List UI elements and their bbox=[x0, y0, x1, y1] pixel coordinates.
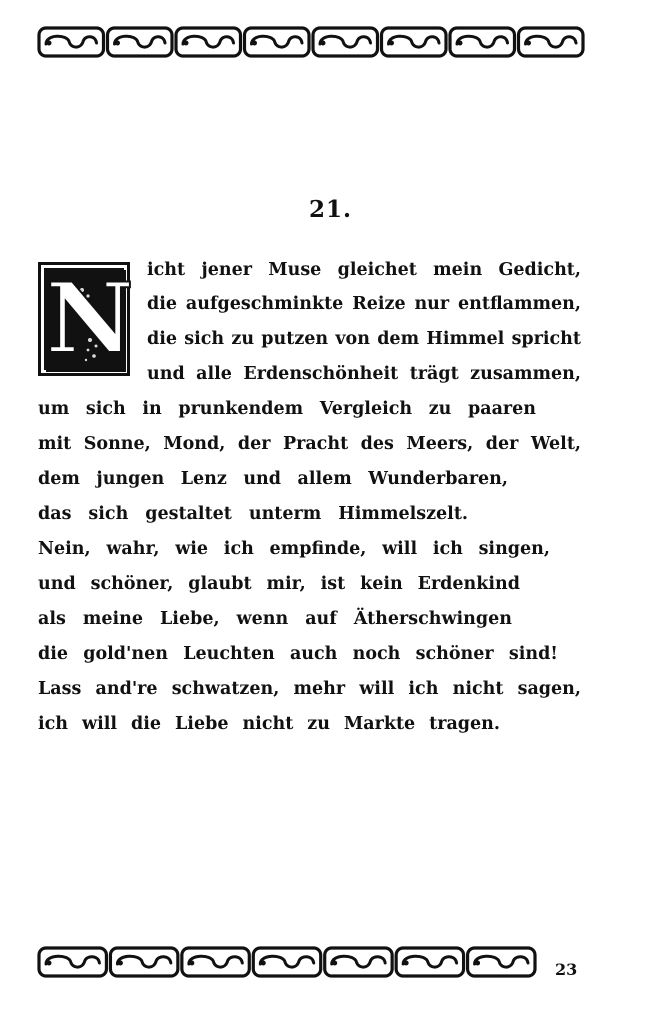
poem-line-11: als meine Liebe, wenn auf Ätherschwingen bbox=[38, 609, 512, 629]
bottom-ornamental-border bbox=[37, 944, 537, 980]
poem-line-9: Nein, wahr, wie ich empfinde, will ich singen, bbox=[38, 539, 550, 559]
drop-cap-initial bbox=[38, 262, 134, 376]
border-scroll-ornament bbox=[396, 948, 463, 976]
poem-line-5: um sich in prunkendem Vergleich zu paaren bbox=[38, 399, 536, 419]
poem-line-7: dem jungen Lenz und allem Wunderbaren, bbox=[38, 469, 508, 489]
border-scroll-ornament bbox=[253, 948, 320, 976]
poem-line-4: und alle Erdenschönheit trägt zusammen, bbox=[147, 364, 581, 384]
border-scroll-ornament bbox=[39, 28, 104, 56]
poem-line-1: icht jener Muse gleichet mein Gedicht, bbox=[147, 260, 581, 280]
poem-line-3: die sich zu putzen von dem Himmel spricht bbox=[147, 329, 581, 349]
border-scroll-ornament bbox=[39, 948, 106, 976]
border-scroll-ornament bbox=[176, 28, 241, 56]
poem-line-13: Lass and're schwatzen, mehr will ich nicht sagen, bbox=[38, 679, 581, 699]
border-scroll-ornament bbox=[182, 948, 249, 976]
poem-line-8: das sich gestaltet unterm Himmelszelt. bbox=[38, 504, 468, 524]
top-ornamental-border bbox=[37, 24, 585, 60]
border-scroll-ornament bbox=[313, 28, 378, 56]
poem-number: 21. bbox=[308, 196, 352, 223]
poem-line-12: die gold'nen Leuchten auch noch schöner sind! bbox=[38, 644, 558, 664]
page-number: 23 bbox=[555, 960, 578, 979]
border-scroll-ornament bbox=[519, 28, 584, 56]
border-scroll-ornament bbox=[450, 28, 515, 56]
border-scroll-ornament bbox=[108, 28, 173, 56]
poem-line-2: die aufgeschminkte Reize nur entflammen, bbox=[147, 294, 581, 314]
border-scroll-ornament bbox=[245, 28, 310, 56]
poem-line-6: mit Sonne, Mond, der Pracht des Meers, der Welt, bbox=[38, 434, 581, 454]
border-scroll-ornament bbox=[468, 948, 535, 976]
poem-line-14: ich will die Liebe nicht zu Markte tragen. bbox=[38, 714, 500, 734]
poem-line-10: und schöner, glaubt mir, ist kein Erdenkind bbox=[38, 574, 520, 594]
drop-cap-letter: N bbox=[46, 262, 134, 375]
border-scroll-ornament bbox=[382, 28, 447, 56]
border-scroll-ornament bbox=[110, 948, 177, 976]
border-scroll-ornament bbox=[325, 948, 392, 976]
